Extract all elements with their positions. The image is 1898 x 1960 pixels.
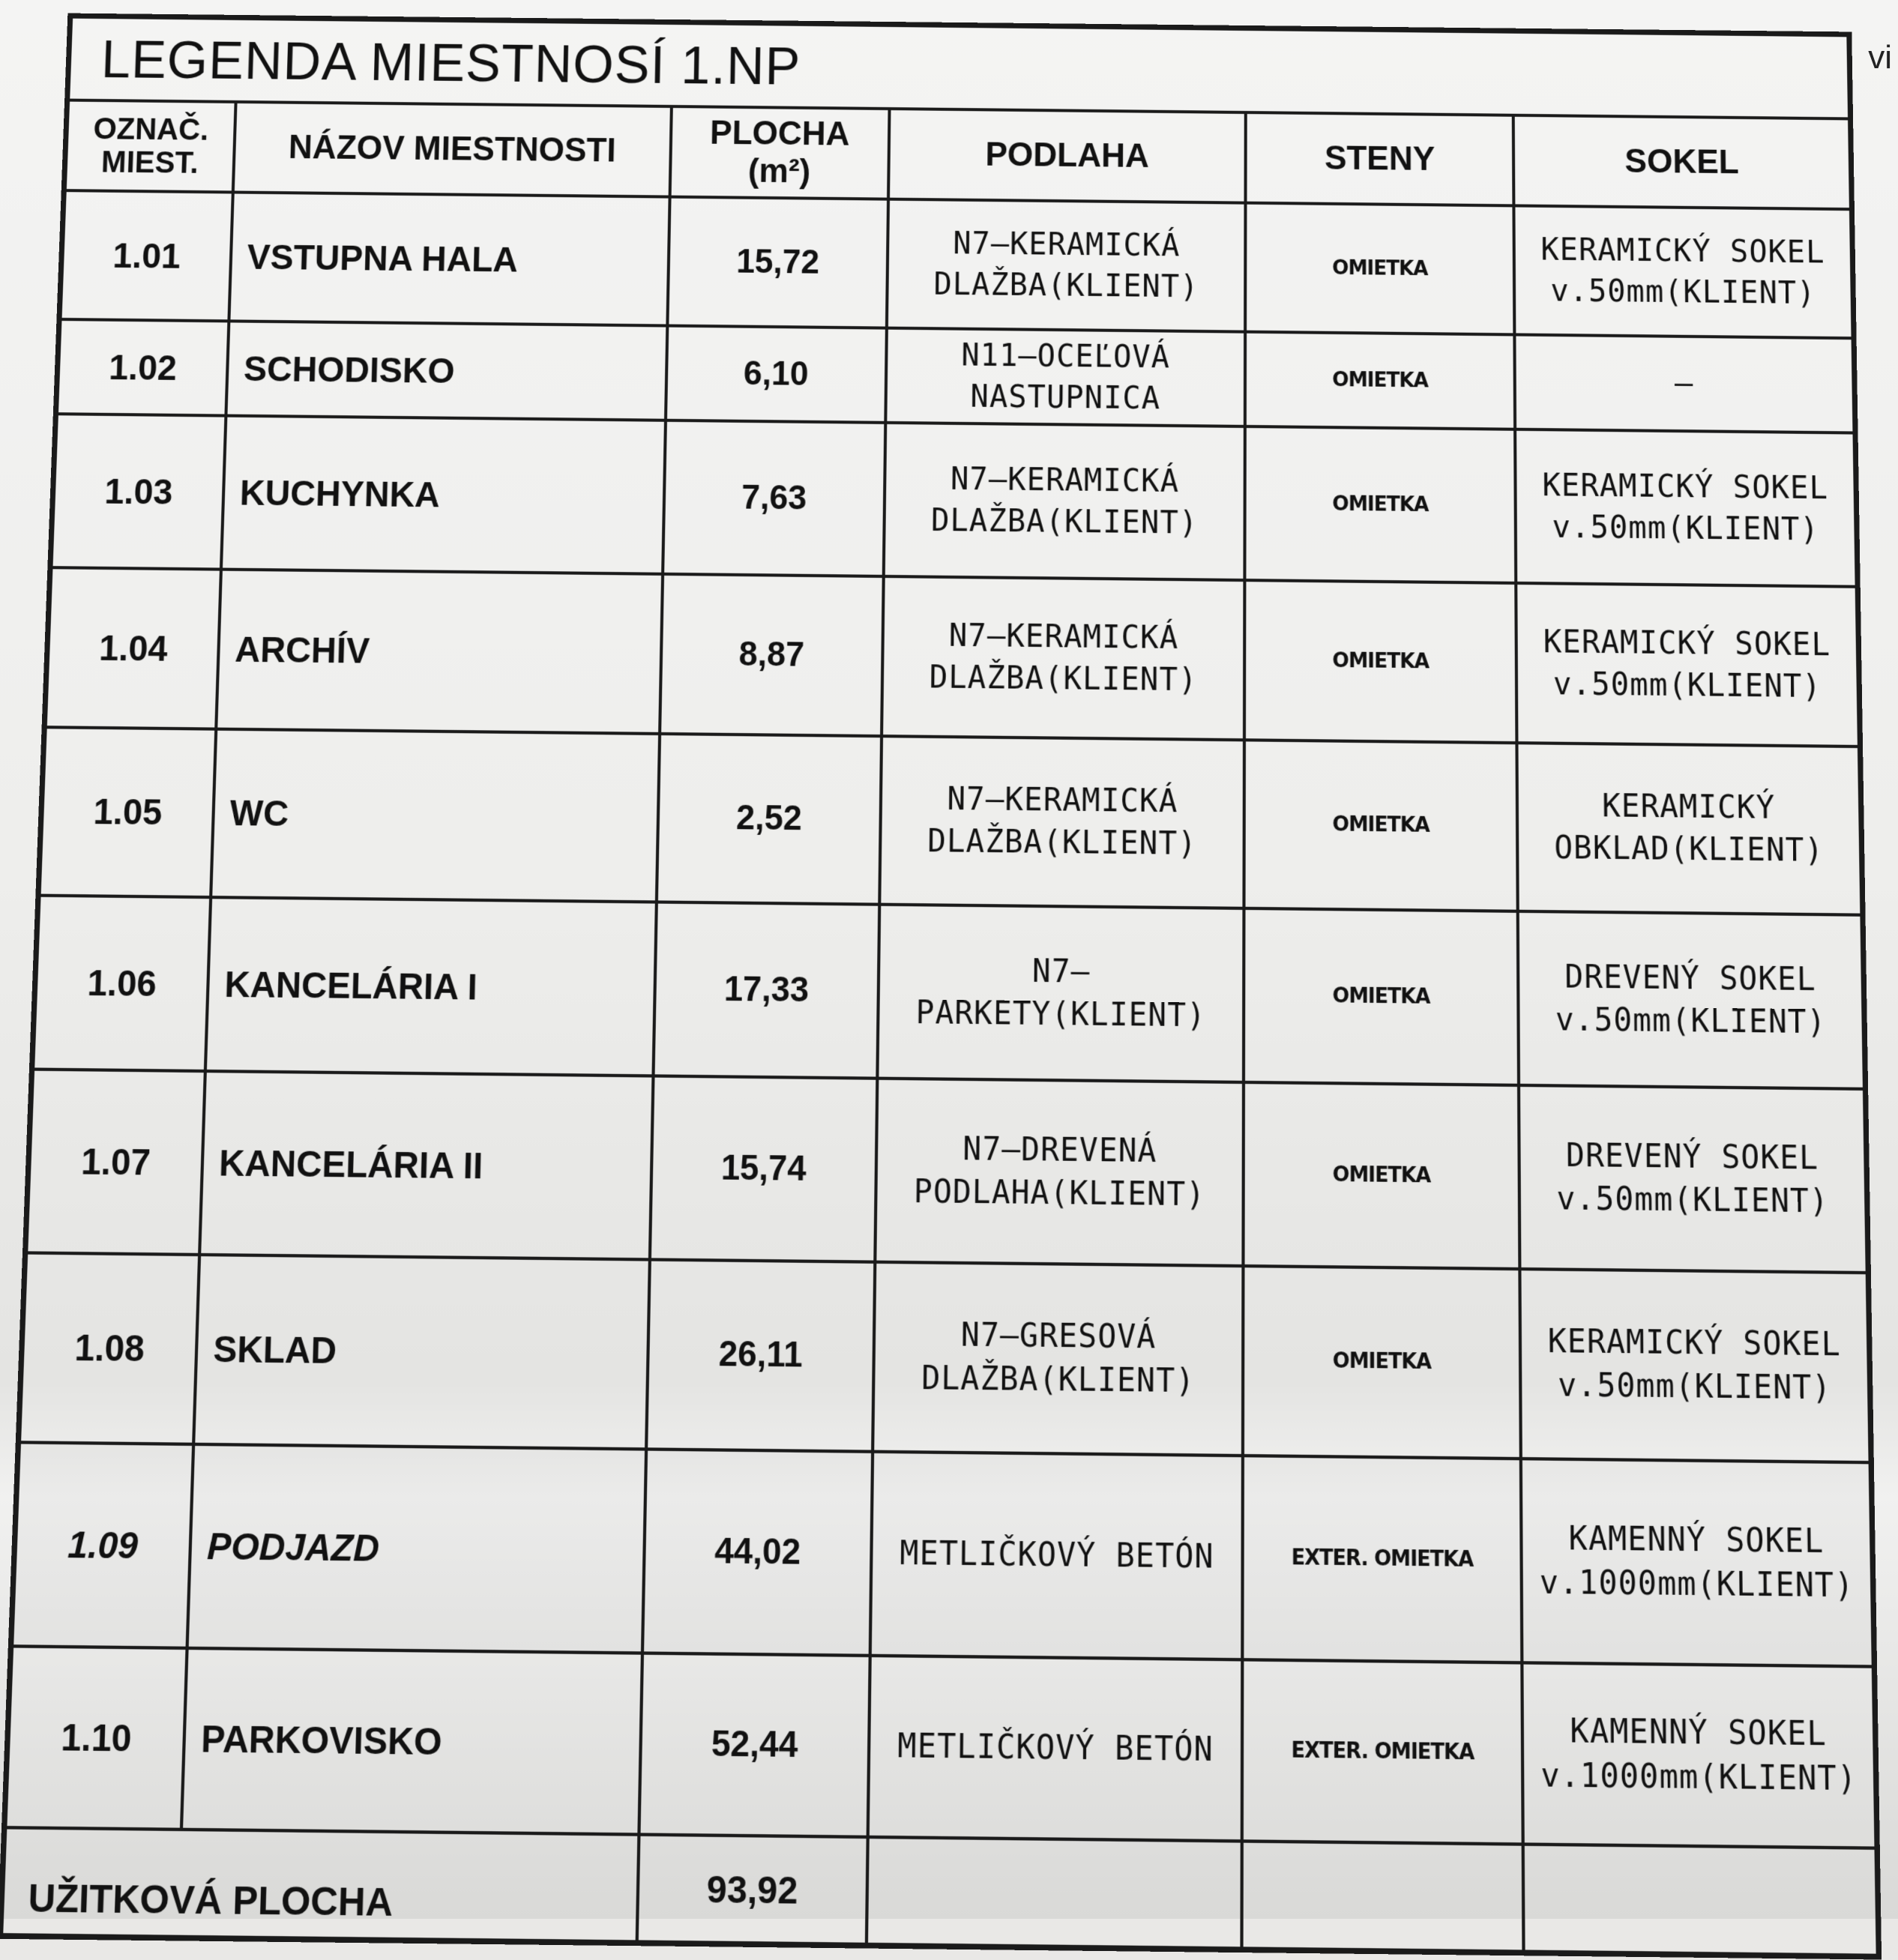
room-plinth: – <box>1515 335 1855 433</box>
room-area: 17,33 <box>653 902 879 1078</box>
room-plinth: KERAMICKÝ SOKEL v.50mm(KLIENT) <box>1514 206 1854 339</box>
room-floor: N7–KERAMICKÁ DLAŽBA(KLIENT) <box>879 736 1244 908</box>
table-row <box>25 1069 1869 1273</box>
room-code: 1.03 <box>50 414 226 570</box>
empty-cell <box>1523 1845 1879 1957</box>
room-legend-table <box>0 13 1882 1960</box>
header-floor: PODLAHA <box>888 109 1246 203</box>
table-title: LEGENDA MIESTNOSÍ 1.NP <box>67 16 1851 118</box>
room-name: PODJAZD <box>187 1444 646 1653</box>
table-row <box>38 727 1863 915</box>
room-code: 1.07 <box>25 1069 205 1255</box>
header-name: NÁZOV MIESTNOSTI <box>232 102 671 197</box>
room-code: 1.05 <box>38 727 216 897</box>
room-floor: METLIČKOVÝ BETÓN <box>867 1656 1242 1842</box>
room-name: PARKOVISKO <box>181 1648 642 1835</box>
room-name: SCHODISKO <box>226 322 667 420</box>
room-area: 52,44 <box>639 1653 870 1838</box>
table-row <box>44 568 1860 747</box>
room-code: 1.09 <box>11 1442 193 1648</box>
room-code: 1.10 <box>4 1647 187 1830</box>
room-walls: EXTER. OMIETKA <box>1243 1456 1522 1662</box>
room-floor: N7–KERAMICKÁ DLAŽBA(KLIENT) <box>882 576 1245 739</box>
room-plinth: KAMENNÝ SOKEL v.1000mm(KLIENT) <box>1521 1459 1874 1667</box>
room-walls: OMIETKA <box>1244 1082 1520 1269</box>
room-name: WC <box>211 729 660 902</box>
room-area: 2,52 <box>657 733 882 904</box>
room-floor: METLIČKOVÝ BETÓN <box>870 1452 1243 1660</box>
room-code: 1.06 <box>32 895 211 1071</box>
room-plinth: KERAMICKÝ OBKLAD(KLIENT) <box>1517 743 1863 915</box>
room-floor: N7–DREVENÁ PODLAHA(KLIENT) <box>875 1078 1244 1266</box>
room-area: 15,72 <box>667 197 888 328</box>
header-plinth: SOKEL <box>1513 115 1852 209</box>
room-walls: OMIETKA <box>1244 908 1519 1085</box>
room-name: KUCHYNKA <box>221 416 666 574</box>
room-walls: EXTER. OMIETKA <box>1242 1660 1523 1845</box>
room-walls: OMIETKA <box>1244 740 1518 911</box>
room-plinth: DREVENÝ SOKEL v.50mm(KLIENT) <box>1519 1085 1868 1273</box>
room-area: 7,63 <box>663 420 885 576</box>
room-name: SKLAD <box>193 1255 650 1450</box>
room-walls: OMIETKA <box>1245 203 1514 335</box>
room-code: 1.01 <box>59 190 232 321</box>
room-plinth: DREVENÝ SOKEL v.50mm(KLIENT) <box>1518 911 1866 1088</box>
table-row <box>4 1647 1877 1849</box>
room-name: VSTUPNA HALA <box>229 193 669 326</box>
header-area: PLOCHA (m²) <box>669 106 889 199</box>
room-area: 15,74 <box>650 1076 878 1261</box>
room-name: KANCELÁRIA I <box>205 897 656 1076</box>
room-plinth: KAMENNÝ SOKEL v.1000mm(KLIENT) <box>1522 1663 1878 1848</box>
empty-cell <box>867 1837 1243 1950</box>
room-area: 44,02 <box>642 1449 873 1656</box>
room-plinth: KERAMICKÝ SOKEL v.50mm(KLIENT) <box>1515 429 1858 587</box>
room-floor: N7–PARKETY(KLIENT) <box>877 904 1244 1082</box>
room-walls: OMIETKA <box>1245 332 1515 429</box>
room-plinth: KERAMICKÝ SOKEL v.50mm(KLIENT) <box>1516 583 1860 746</box>
room-walls: OMIETKA <box>1245 426 1516 583</box>
room-name: KANCELÁRIA II <box>199 1071 653 1260</box>
empty-cell <box>1242 1842 1524 1953</box>
total-label: UŽITKOVÁ PLOCHA <box>0 1828 639 1944</box>
table-row <box>11 1442 1875 1666</box>
room-code: 1.02 <box>55 319 229 416</box>
room-floor: N7–KERAMICKÁ DLAŽBA(KLIENT) <box>887 199 1246 332</box>
table-row <box>59 190 1854 338</box>
total-row <box>0 1828 1879 1957</box>
table-row <box>55 319 1855 433</box>
room-walls: OMIETKA <box>1244 580 1516 742</box>
room-legend-sheet <box>0 13 1882 1960</box>
header-walls: STENY <box>1246 112 1514 205</box>
room-plinth: KERAMICKÝ SOKEL v.50mm(KLIENT) <box>1520 1269 1872 1462</box>
room-area: 26,11 <box>646 1259 875 1451</box>
room-area: 8,87 <box>660 574 884 735</box>
total-value: 93,92 <box>636 1835 867 1946</box>
table-row <box>50 414 1858 587</box>
room-name: ARCHÍV <box>216 570 663 733</box>
table-row <box>18 1252 1871 1462</box>
header-code: OZNAČ. MIEST. <box>64 100 235 193</box>
table-row <box>32 895 1866 1088</box>
room-floor: N7–KERAMICKÁ DLAŽBA(KLIENT) <box>883 423 1245 580</box>
room-code: 1.08 <box>18 1252 199 1444</box>
room-area: 6,10 <box>666 326 887 423</box>
room-walls: OMIETKA <box>1243 1266 1521 1459</box>
corner-text: vi <box>1868 39 1892 76</box>
room-code: 1.04 <box>44 568 220 729</box>
room-floor: N7–GRESOVÁ DLAŽBA(KLIENT) <box>873 1262 1244 1456</box>
room-floor: N11–OCEĽOVÁ NASTUPNICA <box>885 328 1245 426</box>
